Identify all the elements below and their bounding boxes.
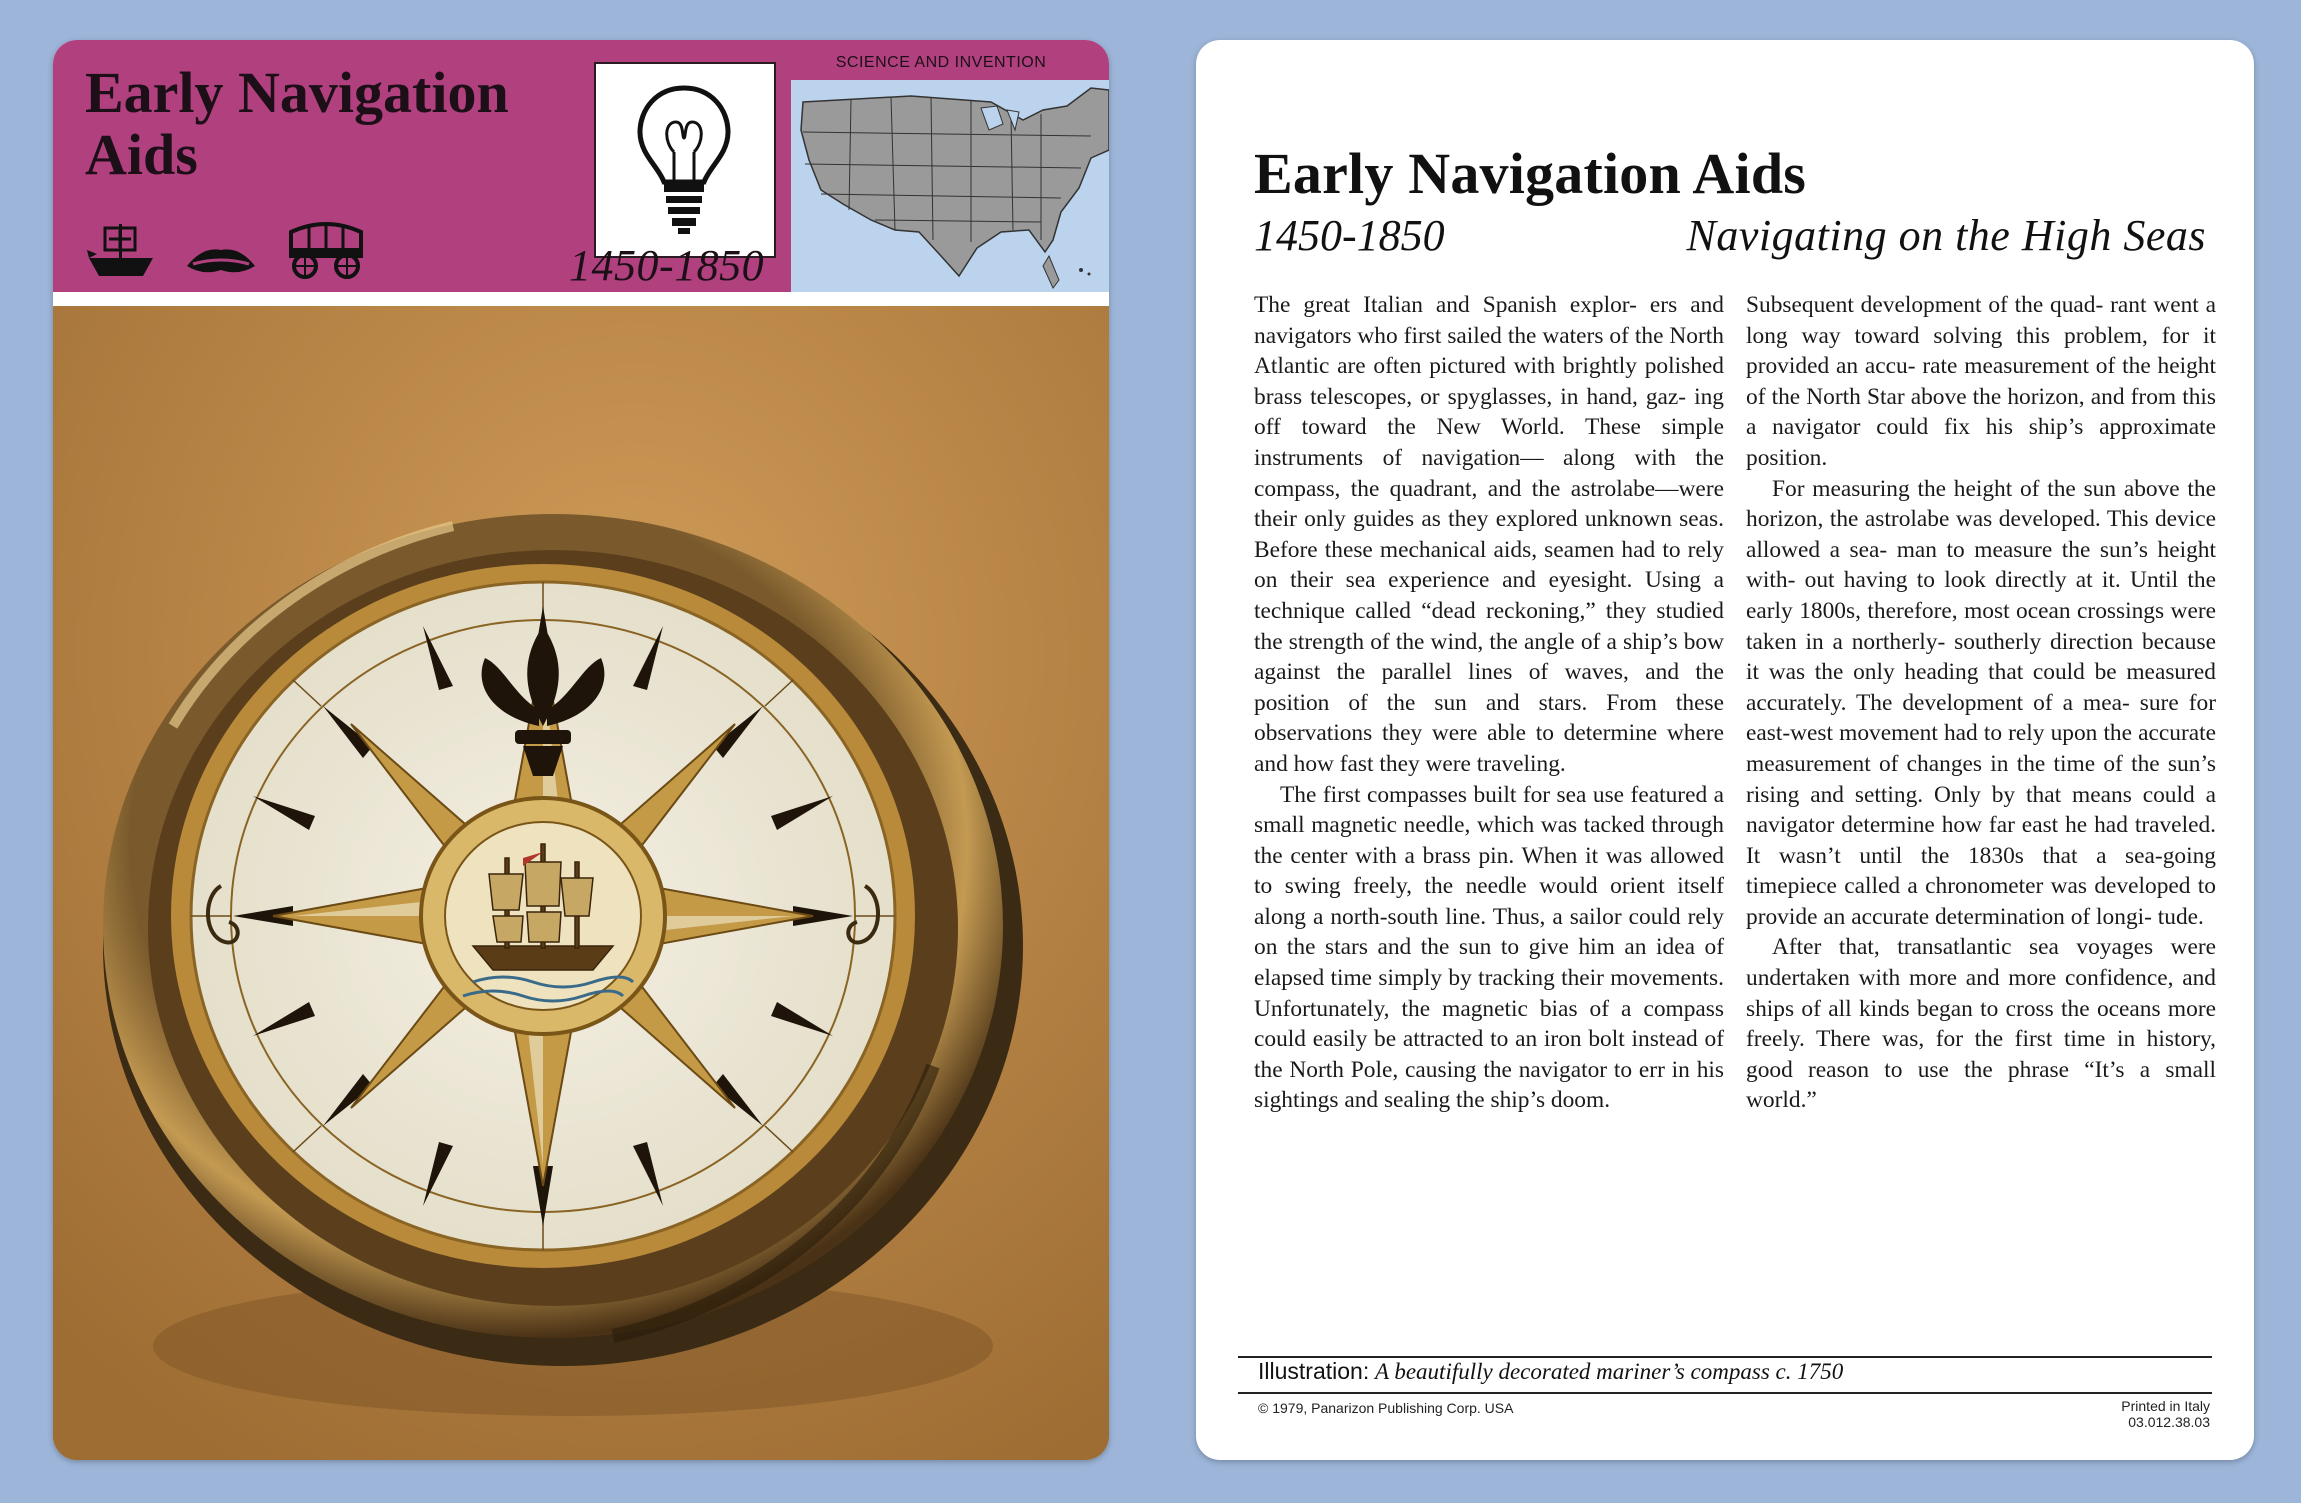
paragraph: The great Italian and Spanish explor- ers and navigators who first sailed the waters of the North Atlantic are often pictured with brightly polished brass telescopes, or spyglasses, in hand, gaz- ing off toward the New World. These simple instruments of navigation— along with the compass, the quadrant, and the astrolabe—were their only guides as they explored unknown seas. Before these mechanical aids, seamen had to rely on their sea experience and eyesight. Using a technique called “dead reckoning,” they studied the strength of the wind, the angle of a ship’s bow against the parallel lines of waves, and the position of the sun and stars. From these observations they were able to determine where and how fast they were traveling. — [1254, 292, 1724, 777]
front-title-line2: Aids — [85, 122, 198, 187]
back-title: Early Navigation Aids — [1254, 141, 1807, 206]
era-icons — [85, 218, 367, 280]
tricorn-hat-icon — [183, 240, 259, 280]
text-column-left — [1254, 290, 1724, 1116]
light-bulb-icon — [634, 82, 734, 238]
front-title-line1: Early Navigation — [85, 60, 509, 125]
compass-photo — [53, 306, 1109, 1460]
back-years: 1450-1850 — [1254, 211, 1445, 260]
us-map — [791, 80, 1109, 292]
text-column-right — [1746, 290, 2216, 1116]
front-years: 1450-1850 — [569, 241, 765, 290]
back-subtitle: Navigating on the High Seas — [1686, 211, 2206, 260]
covered-wagon-icon — [285, 218, 367, 280]
back-card — [1196, 40, 2254, 1460]
front-header — [53, 40, 1109, 292]
ship-icon — [85, 220, 157, 280]
theme-icon-box — [594, 62, 776, 258]
paragraph: The first compasses built for sea use featured a small magnetic needle, which was tacked through the center with a brass pin. When it was allowed to swing freely, the needle would orient itself along a north-south line. Thus, a sailor could rely on the stars and the sun to give him an idea of elapsed time simply by tracking their movements. Unfortunately, the magnetic bias of a compass could easily be attracted to an iron bolt instead of the North Pole, causing the navigator to err in his sightings and sealing the ship’s doom. — [1254, 781, 1724, 1114]
illustration-caption — [1258, 1358, 1843, 1385]
header-divider — [53, 292, 1109, 306]
paragraph: After that, transatlantic sea voyages were undertaken with more and more confidence, and ships of all kinds began to cross the oceans more freely. There was, for the first time in history, good reason to use the phrase “It’s a small world.” — [1746, 934, 2216, 1114]
printed-location: Printed in Italy — [2121, 1398, 2210, 1414]
printed-info — [2121, 1398, 2210, 1430]
illustration-label: Illustration: — [1258, 1358, 1370, 1384]
mariners-compass-illustration — [53, 306, 1109, 1460]
illustration-caption-text: A beautifully decorated mariner’s compass c. 1750 — [1374, 1359, 1844, 1384]
copyright: © 1979, Panarizon Publishing Corp. USA — [1258, 1400, 1514, 1416]
paragraph: For measuring the height of the sun above the horizon, the astrolabe was developed. This device allowed a sea- man to measure the sun’s height with- out having to look directly at it. Until the early 1800s, therefore, most ocean crossings were taken in a northerly- southerly direction because it was the only heading that could be measured accurately. The development of a mea- sure for east-west movement had to rely upon the accurate measurement of changes in the time of the sun’s rising and setting. Only by that means could a navigator determine how far east he had traveled. It wasn’t until the 1830s that a sea-going timepiece called a chronometer was developed to provide an accurate determination of longi- tude. — [1746, 475, 2216, 930]
us-map-icon — [791, 80, 1109, 292]
caption-rule-bottom — [1238, 1392, 2212, 1394]
front-card — [53, 40, 1109, 1460]
card-code: 03.012.38.03 — [2128, 1414, 2210, 1430]
category-label: SCIENCE AND INVENTION — [835, 54, 1047, 71]
paragraph: Subsequent development of the quad- rant went a long way toward solving this problem, for it provided an accu- rate measurement of the height of the North Star above the horizon, and from this a navigator could fix his ship’s approximate position. — [1746, 292, 2216, 471]
front-title — [85, 62, 605, 186]
